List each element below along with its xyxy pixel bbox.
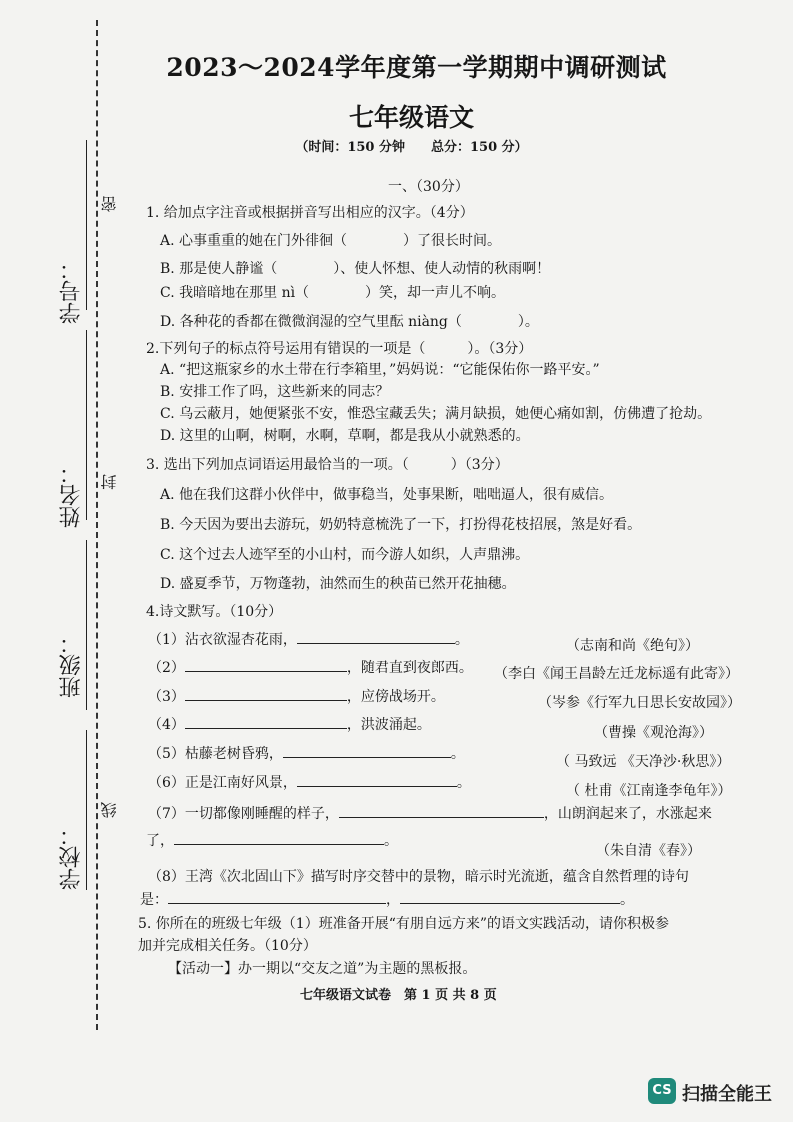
q4-line4-num: （4）: [148, 717, 185, 733]
q3-option-b: B. 今天因为要出去游玩，奶奶特意梳洗了一下，打扮得花枝招展，煞是好看。: [160, 517, 642, 533]
q4-blank-4[interactable]: [185, 714, 347, 729]
student-number-line: [86, 140, 87, 310]
q2-option-c: C. 乌云蔽月，她便紧张不安，惟恐宝藏丢失；满月缺损，她便心痛如割，仿佛遭了抢劫。: [160, 406, 712, 422]
q4-line2-num: （2）: [148, 660, 185, 676]
q4-source-3: （岑参《行军九日思长安故园》）: [538, 695, 741, 711]
q4-line4: [148, 714, 431, 734]
name-label: 姓名：: [59, 462, 84, 528]
q4-source-1: （志南和尚《绝句》）: [566, 638, 699, 654]
q1-option-c: C. 我暗暗地在那里 nì（ ）笑，却一声儿不响。: [160, 285, 506, 301]
q4-period: 。: [456, 775, 471, 791]
camscanner-logo-icon: CS: [648, 1078, 676, 1104]
camscanner-watermark: 扫描全能王: [682, 1084, 772, 1105]
q4-blank-6[interactable]: [297, 772, 457, 787]
exam-title: 2023～2024学年度第一学期期中调研测试: [166, 53, 667, 82]
q4-line5: [148, 743, 465, 763]
q4-line8-label: 是：: [140, 892, 168, 908]
class-line: [86, 540, 87, 710]
exam-subject: 七年级语文: [348, 103, 474, 132]
q5-activity-1: 【活动一】办一期以“交友之道”为主题的黑板报。: [168, 961, 477, 977]
q2-option-d: D. 这里的山啊，树啊，水啊，草啊，都是我从小就熟悉的。: [160, 428, 530, 444]
q4-blank-8a[interactable]: [168, 889, 386, 904]
seal-xian: 线: [100, 802, 119, 818]
q4-source-5: （ 马致远 《天净沙·秋思》）: [556, 754, 731, 770]
q4-line8: （8）王湾《次北固山下》描写时序交替中的景物，暗示时光流逝，蕴含自然哲理的诗句: [148, 869, 689, 885]
q4-line8b: [140, 889, 634, 909]
q4-line7-text: （7）一切都像刚睡醒的样子，: [148, 806, 339, 822]
q4-line3-num: （3）: [148, 689, 185, 705]
q4-line5-text: （5）枯藤老树昏鸦，: [148, 746, 283, 762]
q4-period: 。: [384, 833, 398, 849]
seal-feng: 封: [100, 474, 119, 490]
q4-line3: [148, 686, 445, 706]
q2-stem: 2.下列句子的标点符号运用有错误的一项是（ ）。（3分）: [146, 341, 533, 357]
q4-line7b: [146, 830, 398, 850]
q4-line2: [148, 657, 473, 677]
exam-meta: （时间：150 分钟 总分：150 分）: [295, 140, 528, 155]
q4-line3-text: ，应傍战场开。: [346, 689, 445, 705]
q4-blank-3[interactable]: [185, 686, 347, 701]
q4-line2-text: ，随君直到夜郎西。: [346, 660, 473, 676]
q3-option-d: D. 盛夏季节，万物蓬勃，油然而生的秧苗已然开花抽穗。: [160, 576, 516, 592]
q4-blank-7a[interactable]: [339, 803, 544, 818]
q4-period: 。: [454, 632, 469, 648]
q4-line1: [148, 629, 469, 649]
q3-option-c: C. 这个过去人迹罕至的小山村，而今游人如织，人声鼎沸。: [160, 547, 530, 563]
q4-source-6: （ 杜甫《江南逢李龟年》）: [566, 783, 732, 799]
q3-option-a: A. 他在我们这群小伙伴中，做事稳当，处事果断，咄咄逼人，很有威信。: [160, 487, 614, 503]
school-line: [86, 730, 87, 890]
q4-line4-text: ，洪波涌起。: [346, 717, 431, 733]
q4-period: 。: [450, 746, 465, 762]
q4-line6: [148, 772, 471, 792]
q1-option-a: A. 心事重重的她在门外徘徊（ ）了很长时间。: [160, 233, 502, 249]
q4-blank-5[interactable]: [283, 743, 451, 758]
q4-line7-cont: ，山朗润起来了，水涨起来: [543, 806, 712, 822]
q3-stem: 3. 选出下列加点词语运用最恰当的一项。（ ）（3分）: [146, 457, 509, 473]
q1-stem: 1. 给加点字注音或根据拼音写出相应的汉字。（4分）: [146, 205, 474, 221]
q5-stem-line1: 5. 你所在的班级七年级（1）班准备开展“有朋自远方来”的语文实践活动，请你积极参: [138, 916, 670, 932]
q4-line7: [148, 803, 712, 823]
q1-option-d: D. 各种花的香都在微微润湿的空气里酝 niàng（ ）。: [160, 314, 539, 330]
seal-mi: 密: [100, 196, 119, 212]
q2-option-b: B. 安排工作了吗，这些新来的同志？: [160, 384, 390, 400]
q4-stem: 4.诗文默写。（10分）: [146, 604, 283, 620]
q4-blank-2[interactable]: [185, 657, 347, 672]
student-number-label: 学号：: [59, 258, 84, 324]
q4-line1-text: （1）沾衣欲湿杏花雨，: [148, 632, 297, 648]
q4-line6-text: （6）正是江南好风景，: [148, 775, 297, 791]
q4-line7-tail: 了，: [146, 833, 174, 849]
section-heading: 一、（30分）: [388, 179, 469, 195]
name-line: [86, 330, 87, 520]
q2-option-a: A. “把这瓶家乡的水土带在行李箱里，”妈妈说：“它能保佑你一路平安。”: [160, 362, 600, 378]
class-label: 班级：: [59, 632, 84, 698]
q4-source-7: （朱自清《春》）: [596, 843, 701, 859]
q4-source-2: （李白《闻王昌龄左迁龙标遥有此寄》）: [494, 666, 739, 682]
binding-dashed-line: [96, 20, 98, 1030]
q5-stem-line2: 加并完成相关任务。（10分）: [138, 938, 317, 954]
q4-source-4: （曹操《观沧海》）: [594, 725, 713, 741]
q4-blank-7b[interactable]: [174, 830, 384, 845]
q1-option-b: B. 那是使人静谧（ ）、使人怀想、使人动情的秋雨啊！: [160, 261, 551, 277]
q4-blank-1[interactable]: [297, 629, 455, 644]
q4-blank-8b[interactable]: [400, 889, 620, 904]
school-label: 学校：: [59, 824, 84, 890]
page-footer: 七年级语文试卷 第 1 页 共 8 页: [300, 988, 497, 1003]
q4-period: 。: [620, 892, 634, 908]
q4-comma: ，: [386, 892, 400, 908]
